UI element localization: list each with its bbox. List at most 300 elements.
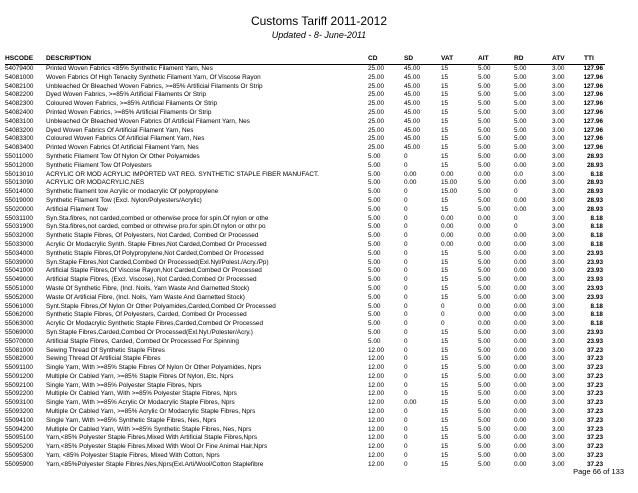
cell-cd: 12.00 bbox=[368, 364, 384, 372]
cell-atv: 3.00 bbox=[552, 240, 565, 248]
cell-tti: 8.18 bbox=[590, 320, 603, 328]
cell-rd: 0.00 bbox=[514, 390, 527, 398]
cell-atv: 3.00 bbox=[552, 293, 565, 301]
cell-vat: 15.00 bbox=[441, 179, 457, 187]
cell-atv: 3.00 bbox=[552, 416, 565, 424]
cell-description: Multiple Or Cabled Yarn, >=85% Acrylic Or Modacrylic Staple Fibres, Nprs bbox=[46, 408, 256, 416]
table-row bbox=[5, 347, 605, 356]
cell-rd: 0.00 bbox=[514, 284, 527, 292]
cell-sd: 0 bbox=[404, 152, 408, 160]
table-row bbox=[5, 382, 605, 391]
cell-vat: 15 bbox=[441, 399, 449, 407]
cell-vat: 15 bbox=[441, 258, 449, 266]
cell-hscode: 55092200 bbox=[5, 390, 34, 398]
cell-ait: 5.00 bbox=[478, 117, 491, 125]
cell-vat: 15 bbox=[441, 390, 449, 398]
cell-rd: 0 bbox=[514, 214, 518, 222]
cell-atv: 3.00 bbox=[552, 452, 565, 460]
cell-atv: 3.00 bbox=[552, 425, 565, 433]
cell-rd: 0.00 bbox=[514, 320, 527, 328]
cell-cd: 25.00 bbox=[368, 135, 384, 143]
cell-tti: 37.23 bbox=[587, 452, 603, 460]
table-row bbox=[5, 197, 605, 206]
cell-atv: 3.00 bbox=[552, 337, 565, 345]
cell-description: Multiple Or Cabled Yarn, With >=85% Synthetic Staple Fibres, Nes, Nprs bbox=[46, 425, 252, 433]
table-row bbox=[5, 294, 605, 303]
cell-vat: 15 bbox=[441, 267, 449, 275]
cell-tti: 28.93 bbox=[587, 196, 603, 204]
table-row bbox=[5, 417, 605, 426]
cell-description: Unbleached Or Bleached Woven Fabrics Of Artificial Filament Yarn, Nes bbox=[46, 117, 250, 125]
cell-sd: 0.00 bbox=[404, 399, 417, 407]
cell-sd: 0 bbox=[404, 293, 408, 301]
cell-cd: 12.00 bbox=[368, 425, 384, 433]
cell-cd: 5.00 bbox=[368, 161, 381, 169]
table-row bbox=[5, 434, 605, 443]
cell-sd: 45.00 bbox=[404, 144, 420, 152]
table-row bbox=[5, 74, 605, 83]
cell-rd: 5.00 bbox=[514, 91, 527, 99]
cell-cd: 25.00 bbox=[368, 82, 384, 90]
cell-ait: 5.00 bbox=[478, 416, 491, 424]
cell-description: Synthetic Staple Fibres, Of Polyesters, Carded, Combed Or Processed bbox=[46, 311, 247, 319]
cell-vat: 15 bbox=[441, 416, 449, 424]
cell-vat: 0 bbox=[441, 302, 445, 310]
table-row bbox=[5, 329, 605, 338]
cell-description: Coloured Woven Fabrics Of Artificial Filament Yarn, Nes bbox=[46, 135, 205, 143]
cell-description: Unbleached Or Bleached Woven Fabrics, >=85% Artificial Filaments Or Strip bbox=[46, 82, 263, 90]
cell-hscode: 55014000 bbox=[5, 188, 34, 196]
table-body bbox=[5, 65, 605, 470]
cell-sd: 0 bbox=[404, 460, 408, 468]
cell-atv: 3.00 bbox=[552, 443, 565, 451]
table-row bbox=[5, 259, 605, 268]
cell-rd: 0.00 bbox=[514, 381, 527, 389]
cell-ait: 5.00 bbox=[478, 452, 491, 460]
cell-atv: 3.00 bbox=[552, 179, 565, 187]
cell-rd: 0.00 bbox=[514, 372, 527, 380]
table-row bbox=[5, 452, 605, 461]
cell-hscode: 55052000 bbox=[5, 293, 34, 301]
cell-atv: 3.00 bbox=[552, 161, 565, 169]
cell-cd: 12.00 bbox=[368, 381, 384, 389]
cell-cd: 5.00 bbox=[368, 276, 381, 284]
cell-rd: 0.00 bbox=[514, 302, 527, 310]
cell-hscode: 55020000 bbox=[5, 205, 34, 213]
cell-ait: 5.00 bbox=[478, 460, 491, 468]
cell-tti: 127.96 bbox=[583, 100, 603, 108]
cell-description: ACRYLIC OR MODACRYLIC,NES bbox=[46, 179, 145, 187]
cell-atv: 3.00 bbox=[552, 346, 565, 354]
cell-atv: 3.00 bbox=[552, 355, 565, 363]
table-row bbox=[5, 127, 605, 136]
cell-cd: 5.00 bbox=[368, 170, 381, 178]
table-row bbox=[5, 267, 605, 276]
cell-cd: 25.00 bbox=[368, 126, 384, 134]
cell-tti: 28.93 bbox=[587, 188, 603, 196]
table-row bbox=[5, 303, 605, 312]
cell-sd: 0 bbox=[404, 320, 408, 328]
cell-hscode: 55095100 bbox=[5, 434, 34, 442]
cell-ait: 5.00 bbox=[478, 249, 491, 257]
cell-hscode: 55094100 bbox=[5, 416, 34, 424]
cell-rd: 0.00 bbox=[514, 434, 527, 442]
cell-description: Coloured Woven Fabrics, >=85% Artificial Filaments Or Strip bbox=[46, 100, 218, 108]
cell-cd: 5.00 bbox=[368, 249, 381, 257]
header-atv: ATV bbox=[552, 55, 565, 62]
table-row bbox=[5, 311, 605, 320]
cell-vat: 15 bbox=[441, 82, 449, 90]
table-row bbox=[5, 91, 605, 100]
cell-sd: 0 bbox=[404, 214, 408, 222]
cell-vat: 15 bbox=[441, 249, 449, 257]
cell-hscode: 55039000 bbox=[5, 258, 34, 266]
cell-description: Synthetic Filament Tow Of Polyesters bbox=[46, 161, 152, 169]
cell-vat: 15 bbox=[441, 337, 449, 345]
header-rd: RD bbox=[514, 55, 524, 62]
cell-hscode: 55081000 bbox=[5, 346, 34, 354]
cell-rd: 0.00 bbox=[514, 205, 527, 213]
cell-ait: 5.00 bbox=[478, 188, 491, 196]
cell-ait: 5.00 bbox=[478, 364, 491, 372]
cell-cd: 25.00 bbox=[368, 65, 384, 72]
cell-hscode: 55034000 bbox=[5, 249, 34, 257]
cell-ait: 0.00 bbox=[478, 302, 491, 310]
cell-description: Syn.Sta.fibres, not carded,combed or otherwise proce for spin.Of nylon or othe bbox=[46, 214, 269, 222]
cell-hscode: 55082000 bbox=[5, 355, 34, 363]
cell-hscode: 55012000 bbox=[5, 161, 34, 169]
cell-hscode: 55019000 bbox=[5, 196, 34, 204]
cell-vat: 15 bbox=[441, 408, 449, 416]
document-title: Customs Tariff 2011-2012 bbox=[250, 14, 388, 28]
cell-cd: 25.00 bbox=[368, 73, 384, 81]
cell-tti: 8.18 bbox=[590, 223, 603, 231]
cell-rd: 0.00 bbox=[514, 152, 527, 160]
cell-hscode: 55011000 bbox=[5, 152, 33, 160]
cell-ait: 5.00 bbox=[478, 196, 491, 204]
cell-ait: 5.00 bbox=[478, 337, 491, 345]
cell-tti: 23.93 bbox=[587, 284, 603, 292]
cell-cd: 5.00 bbox=[368, 284, 381, 292]
cell-tti: 127.96 bbox=[583, 135, 603, 143]
cell-sd: 0 bbox=[404, 188, 408, 196]
cell-ait: 5.00 bbox=[478, 425, 491, 433]
cell-tti: 37.23 bbox=[587, 399, 603, 407]
cell-sd: 0 bbox=[404, 434, 408, 442]
cell-tti: 37.23 bbox=[587, 381, 603, 389]
cell-tti: 8.18 bbox=[590, 240, 603, 248]
table-row bbox=[5, 241, 605, 250]
cell-vat: 15 bbox=[441, 381, 449, 389]
cell-hscode: 54083100 bbox=[5, 117, 34, 125]
cell-cd: 5.00 bbox=[368, 205, 381, 213]
cell-rd: 0.0 bbox=[514, 170, 523, 178]
cell-hscode: 54082300 bbox=[5, 100, 34, 108]
cell-rd: 0.00 bbox=[514, 196, 527, 204]
table-row bbox=[5, 426, 605, 435]
table-row bbox=[5, 373, 605, 382]
cell-atv: 3.00 bbox=[552, 276, 565, 284]
cell-tti: 23.93 bbox=[587, 249, 603, 257]
cell-tti: 8.18 bbox=[590, 302, 603, 310]
cell-rd: 0.00 bbox=[514, 416, 527, 424]
cell-ait: 5.00 bbox=[478, 126, 491, 134]
cell-ait: 5.00 bbox=[478, 205, 491, 213]
cell-vat: 15 bbox=[441, 152, 449, 160]
cell-ait: 5.00 bbox=[478, 179, 491, 187]
cell-hscode: 55095300 bbox=[5, 452, 34, 460]
cell-description: Syn.Sta.fibres,not carded, combed or othrwise pro.for spin.Of nylon or othr po bbox=[46, 223, 266, 231]
cell-description: Yarn,<85% Polyester Staple Fibres,Mixed With Wool Or Fine Animal Hair,Nprs bbox=[46, 443, 268, 451]
cell-description: Single Yarn, With >=85% Synthetic Staple Fibres, Nes, Nprs bbox=[46, 416, 217, 424]
cell-description: Synt.Staple Fibres,Of Nylon Or Other Polyamides,Carded,Combed Or Processed bbox=[46, 302, 276, 310]
cell-cd: 12.00 bbox=[368, 408, 384, 416]
cell-ait: 5.00 bbox=[478, 144, 491, 152]
cell-atv: 3.00 bbox=[552, 152, 565, 160]
header-vat: VAT bbox=[441, 55, 454, 62]
cell-rd: 5.00 bbox=[514, 126, 527, 134]
cell-atv: 3.00 bbox=[552, 249, 565, 257]
cell-rd: 5.00 bbox=[514, 108, 527, 116]
cell-description: Single Yarn, With >=85% Acrylic Or Modacrylic Staple Fibres, Nprs bbox=[46, 399, 235, 407]
cell-tti: 23.93 bbox=[587, 328, 603, 336]
cell-vat: 15 bbox=[441, 100, 449, 108]
cell-description: Synthetic Filament Tow Of Nylon Or Other Polyamides bbox=[46, 152, 200, 160]
cell-cd: 5.00 bbox=[368, 267, 381, 275]
cell-cd: 5.00 bbox=[368, 240, 381, 248]
cell-vat: 0.00 bbox=[441, 240, 454, 248]
cell-rd: 5.00 bbox=[514, 144, 527, 152]
cell-hscode: 55033000 bbox=[5, 240, 34, 248]
cell-vat: 15 bbox=[441, 91, 449, 99]
cell-description: Dyed Woven Fabrics Of Artificial Filament Yarn, Nes bbox=[46, 126, 194, 134]
cell-rd: 0.00 bbox=[514, 161, 527, 169]
cell-hscode: 55095900 bbox=[5, 460, 34, 468]
cell-ait: 5.00 bbox=[478, 443, 491, 451]
cell-atv: 3.00 bbox=[552, 196, 565, 204]
cell-ait: 5.00 bbox=[478, 284, 491, 292]
cell-cd: 5.00 bbox=[368, 223, 381, 231]
cell-description: Multiple Or Cabled Yarn, >=85% Staple Fibres Of Nylon, Etc, Nprs bbox=[46, 372, 234, 380]
cell-hscode: 55031100 bbox=[5, 214, 33, 222]
header-hscode: HSCODE bbox=[5, 55, 34, 62]
cell-tti: 28.93 bbox=[587, 179, 603, 187]
cell-ait: 5.00 bbox=[478, 293, 491, 301]
cell-hscode: 55095200 bbox=[5, 443, 34, 451]
cell-tti: 127.96 bbox=[583, 144, 603, 152]
cell-cd: 12.00 bbox=[368, 434, 384, 442]
cell-description: Printed Woven Fabrics, >=85% Artificial Filaments Or Strip bbox=[46, 108, 212, 116]
cell-sd: 45.00 bbox=[404, 82, 420, 90]
cell-sd: 45.00 bbox=[404, 135, 420, 143]
cell-hscode: 54082200 bbox=[5, 91, 34, 99]
cell-sd: 45.00 bbox=[404, 73, 420, 81]
cell-sd: 0 bbox=[404, 161, 408, 169]
table-row bbox=[5, 355, 605, 364]
cell-ait: 5.00 bbox=[478, 135, 491, 143]
cell-hscode: 54081000 bbox=[5, 73, 34, 81]
cell-vat: 0.00 bbox=[441, 223, 454, 231]
cell-ait: 5.00 bbox=[478, 399, 491, 407]
cell-vat: 15 bbox=[441, 293, 449, 301]
cell-tti: 127.96 bbox=[583, 117, 603, 125]
cell-description: Synthetic Filament Tow (Excl. Nylon/Polyesters/Acrylic) bbox=[46, 196, 202, 204]
cell-sd: 0 bbox=[404, 240, 408, 248]
cell-tti: 28.93 bbox=[587, 161, 603, 169]
table-row bbox=[5, 399, 605, 408]
cell-tti: 37.23 bbox=[587, 408, 603, 416]
cell-atv: 3.00 bbox=[552, 144, 565, 152]
cell-rd: 0.00 bbox=[514, 267, 527, 275]
cell-ait: 5.00 bbox=[478, 100, 491, 108]
cell-ait: 0.00 bbox=[478, 320, 491, 328]
cell-rd: 0.00 bbox=[514, 355, 527, 363]
cell-sd: 0 bbox=[404, 302, 408, 310]
table-row bbox=[5, 162, 605, 171]
table-row bbox=[5, 250, 605, 259]
cell-hscode: 55032000 bbox=[5, 232, 34, 240]
cell-sd: 0 bbox=[404, 364, 408, 372]
cell-atv: 3.00 bbox=[552, 73, 565, 81]
cell-description: Printed Woven Fabrics <85% Synthetic Filament Yarn, Nes bbox=[46, 65, 213, 72]
cell-cd: 5.00 bbox=[368, 179, 381, 187]
tariff-table bbox=[5, 53, 605, 470]
cell-vat: 15 bbox=[441, 328, 449, 336]
cell-description: Synthetic filament tow Acrylic or modacrylic Of polypropylene bbox=[46, 188, 219, 196]
cell-rd: 0.00 bbox=[514, 460, 527, 468]
table-row bbox=[5, 135, 605, 144]
cell-tti: 37.23 bbox=[587, 443, 603, 451]
cell-hscode: 55092100 bbox=[5, 381, 34, 389]
cell-hscode: 54083300 bbox=[5, 135, 34, 143]
cell-ait: 5.00 bbox=[478, 65, 491, 72]
cell-sd: 45.00 bbox=[404, 65, 420, 72]
cell-description: Yarn,<85%Polyester Staple Fibres,Nes,Nprs(Exl.Arti/Wool/Cotton Staplefibre bbox=[46, 460, 264, 468]
cell-tti: 23.93 bbox=[587, 276, 603, 284]
cell-rd: 0.00 bbox=[514, 179, 527, 187]
cell-ait: 0.00 bbox=[478, 311, 491, 319]
cell-tti: 37.23 bbox=[587, 364, 603, 372]
cell-sd: 0 bbox=[404, 205, 408, 213]
cell-ait: 5.00 bbox=[478, 346, 491, 354]
cell-description: Sewing Thread Of Synthetic Staple Fibres bbox=[46, 346, 165, 354]
cell-vat: 15 bbox=[441, 144, 449, 152]
cell-sd: 0 bbox=[404, 223, 408, 231]
cell-hscode: 55093100 bbox=[5, 399, 34, 407]
cell-vat: 15 bbox=[441, 452, 449, 460]
cell-sd: 45.00 bbox=[404, 126, 420, 134]
cell-hscode: 55051000 bbox=[5, 284, 34, 292]
cell-description: Acrylic Or Modacrylic Synthetic Staple Fibres,Carded,Combed Or Processed bbox=[46, 320, 264, 328]
cell-cd: 5.00 bbox=[368, 152, 381, 160]
cell-atv: 3.00 bbox=[552, 460, 565, 468]
cell-rd: 0.00 bbox=[514, 311, 527, 319]
table-row bbox=[5, 188, 605, 197]
cell-cd: 5.00 bbox=[368, 293, 381, 301]
cell-cd: 12.00 bbox=[368, 460, 384, 468]
cell-sd: 0 bbox=[404, 408, 408, 416]
cell-sd: 45.00 bbox=[404, 117, 420, 125]
cell-atv: 3.00 bbox=[552, 381, 565, 389]
cell-rd: 0.00 bbox=[514, 249, 527, 257]
cell-atv: 3.00 bbox=[552, 434, 565, 442]
cell-hscode: 54083200 bbox=[5, 126, 34, 134]
cell-atv: 3.00 bbox=[552, 126, 565, 134]
cell-sd: 0 bbox=[404, 258, 408, 266]
cell-description: Acrylic Or Modacrylic Synth. Staple Fibres,Not Carded,Combed Or Processed bbox=[46, 240, 267, 248]
cell-cd: 5.00 bbox=[368, 311, 381, 319]
table-row bbox=[5, 443, 605, 452]
cell-ait: 5.00 bbox=[478, 73, 491, 81]
cell-rd: 0.00 bbox=[514, 276, 527, 284]
cell-hscode: 55091100 bbox=[5, 364, 33, 372]
cell-description: Single Yarn, With >=85% Polyester Staple Fibres, Nprs bbox=[46, 381, 202, 389]
cell-vat: 15 bbox=[441, 65, 449, 72]
cell-rd: 0.00 bbox=[514, 443, 527, 451]
cell-vat: 15 bbox=[441, 284, 449, 292]
cell-hscode: 55013090 bbox=[5, 179, 34, 187]
cell-sd: 0.00 bbox=[404, 179, 417, 187]
cell-rd: 0.00 bbox=[514, 364, 527, 372]
cell-tti: 8.18 bbox=[590, 232, 603, 240]
cell-description: Artificial Staple Fibres, Carded, Combed Or Processed For Spinning bbox=[46, 337, 239, 345]
cell-atv: 3.00 bbox=[552, 82, 565, 90]
cell-description: Waste Of Artificial Fibre, (Incl. Noils, Yarn Waste And Garnetted Stock) bbox=[46, 293, 245, 301]
cell-sd: 0 bbox=[404, 372, 408, 380]
cell-ait: 5.00 bbox=[478, 381, 491, 389]
cell-rd: 5.00 bbox=[514, 65, 527, 72]
table-row bbox=[5, 65, 605, 74]
cell-sd: 0 bbox=[404, 284, 408, 292]
cell-cd: 5.00 bbox=[368, 302, 381, 310]
cell-sd: 0 bbox=[404, 425, 408, 433]
table-row bbox=[5, 118, 605, 127]
cell-rd: 0.00 bbox=[514, 408, 527, 416]
cell-sd: 0 bbox=[404, 452, 408, 460]
cell-vat: 0 bbox=[441, 311, 445, 319]
cell-hscode: 54083400 bbox=[5, 144, 34, 152]
cell-cd: 25.00 bbox=[368, 91, 384, 99]
cell-tti: 127.96 bbox=[583, 82, 603, 90]
cell-vat: 0 bbox=[441, 320, 445, 328]
table-row bbox=[5, 223, 605, 232]
cell-rd: 0.00 bbox=[514, 328, 527, 336]
document-subtitle: Updated - 8- June-2011 bbox=[271, 30, 367, 40]
cell-rd: 0.00 bbox=[514, 425, 527, 433]
cell-ait: 5.00 bbox=[478, 161, 491, 169]
cell-atv: 3.00 bbox=[552, 408, 565, 416]
cell-cd: 25.00 bbox=[368, 108, 384, 116]
cell-vat: 15 bbox=[441, 161, 449, 169]
cell-tti: 37.23 bbox=[587, 346, 603, 354]
cell-ait: 0.00 bbox=[478, 223, 491, 231]
cell-atv: 3.00 bbox=[552, 232, 565, 240]
cell-description: Multiple Or Cabled Yarn, With >=85% Polyester Staple Fibres, Nprs bbox=[46, 390, 237, 398]
cell-sd: 45.00 bbox=[404, 100, 420, 108]
cell-tti: 127.96 bbox=[583, 126, 603, 134]
cell-sd: 0 bbox=[404, 232, 408, 240]
cell-ait: 0.00 bbox=[478, 232, 491, 240]
cell-sd: 0 bbox=[404, 443, 408, 451]
table-row bbox=[5, 179, 605, 188]
cell-vat: 15 bbox=[441, 346, 449, 354]
table-row bbox=[5, 338, 605, 347]
cell-rd: 0.00 bbox=[514, 293, 527, 301]
cell-cd: 12.00 bbox=[368, 355, 384, 363]
cell-description: Artificial Staple Fibres, (Excl. Viscose), Not Carded,Combed Or Processed bbox=[46, 276, 257, 284]
cell-sd: 0 bbox=[404, 249, 408, 257]
cell-cd: 25.00 bbox=[368, 100, 384, 108]
